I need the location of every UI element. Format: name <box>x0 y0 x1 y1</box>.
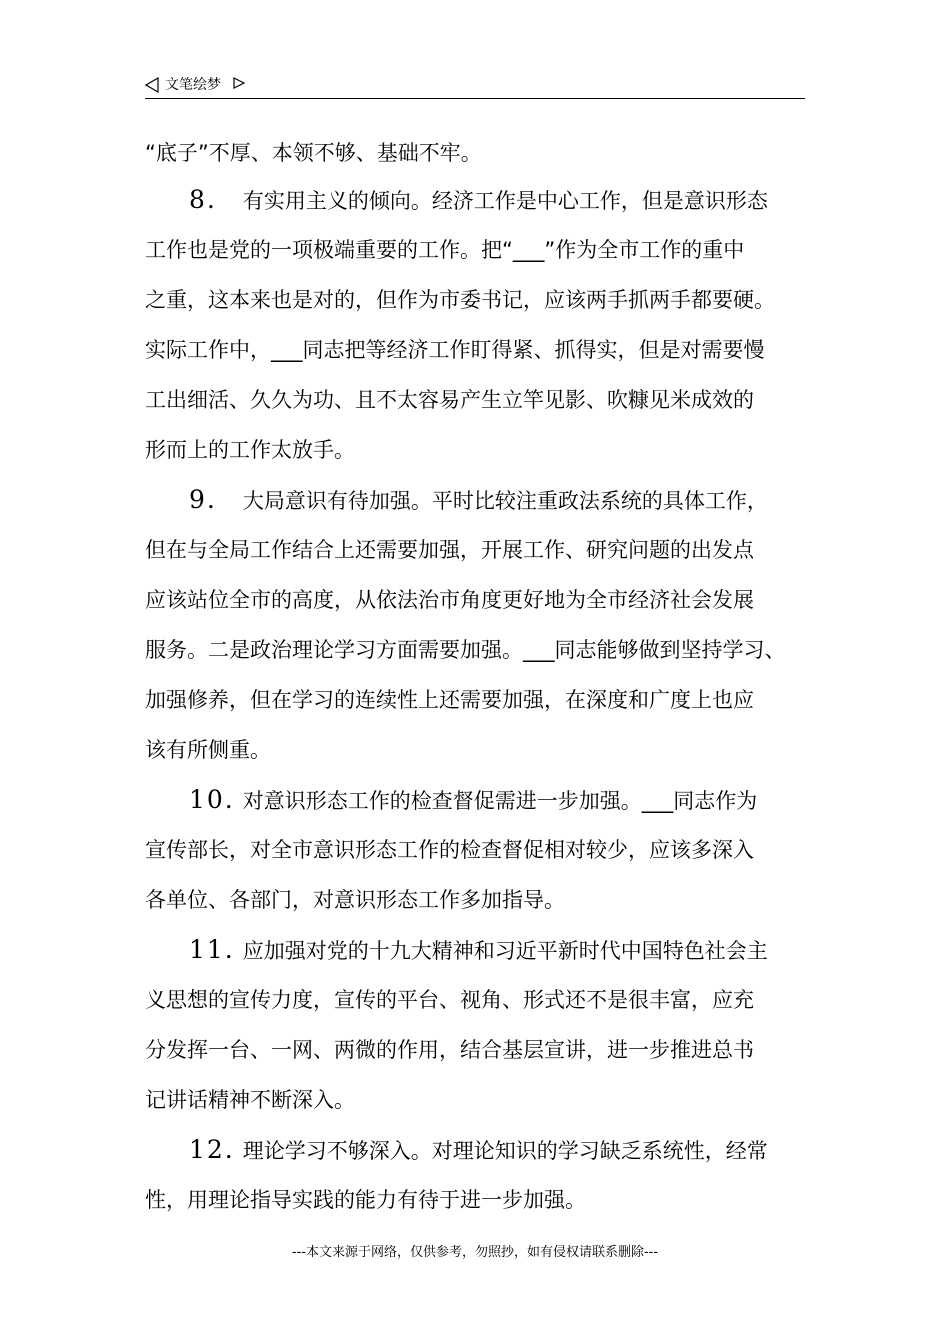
text-line <box>145 686 754 714</box>
text-line <box>145 236 744 264</box>
text-line <box>145 286 775 314</box>
line-text: 该有所侧重。 <box>145 738 271 762</box>
line-text: 应该站位全市的高度，从依法治市角度更好地为全市经济社会发展 <box>145 588 754 612</box>
line-text: 应加强对党的十九大精神和习近平新时代中国特色社会主 <box>242 939 768 963</box>
list-item-start <box>189 936 768 965</box>
text-line <box>145 336 765 364</box>
line-text: 形而上的工作太放手。 <box>145 438 355 462</box>
line-text: 服务。二是政治理论学习方面需要加强。___同志能够做到坚持学习、 <box>145 638 786 662</box>
text-line <box>145 836 754 864</box>
line-text: 之重，这本来也是对的，但作为市委书记，应该两手抓两手都要硬。 <box>145 288 775 312</box>
item-number: 8. <box>189 185 217 214</box>
line-text: 但在与全局工作结合上还需要加强，开展工作、研究问题的出发点 <box>145 538 754 562</box>
triangle-left-icon <box>145 77 159 93</box>
text-line <box>145 586 754 614</box>
line-text: 实际工作中，___同志把等经济工作盯得紧、抓得实，但是对需要慢 <box>145 338 765 362</box>
line-text: “底子”不厚、本领不够、基础不牢。 <box>145 141 482 165</box>
item-number: 9. <box>189 485 217 514</box>
list-item-start <box>189 486 768 515</box>
text-line <box>145 386 754 414</box>
list-item-start <box>189 186 768 215</box>
line-text: 记讲话精神不断深入。 <box>145 1088 355 1112</box>
list-item-start <box>189 1136 768 1165</box>
line-text: 对意识形态工作的检查督促需进一步加强。___同志作为 <box>242 789 758 813</box>
line-text: 性，用理论指导实践的能力有待于进一步加强。 <box>145 1188 586 1212</box>
line-text: 工出细活、久久为功、且不太容易产生立竿见影、吹糠见米成效的 <box>145 388 754 412</box>
item-number: 12. <box>189 1135 235 1164</box>
text-line <box>145 536 754 564</box>
list-item-start <box>189 786 757 815</box>
item-number: 11. <box>189 935 235 964</box>
line-text: 分发挥一台、一网、两微的作用，结合基层宣讲，进一步推进总书 <box>145 1038 754 1062</box>
item-number: 10. <box>189 785 235 814</box>
text-line <box>145 139 482 167</box>
text-line <box>145 636 786 664</box>
line-text: 有实用主义的倾向。经济工作是中心工作，但是意识形态 <box>242 189 768 213</box>
text-line <box>145 1186 586 1214</box>
line-text: 各单位、各部门，对意识形态工作多加指导。 <box>145 888 565 912</box>
line-text: 加强修养，但在学习的连续性上还需要加强，在深度和广度上也应 <box>145 688 754 712</box>
text-line <box>145 1036 754 1064</box>
text-line <box>145 436 355 464</box>
text-line <box>145 986 754 1014</box>
triangle-right-icon <box>233 77 245 89</box>
text-line <box>145 886 565 914</box>
page-header <box>145 72 805 99</box>
line-text: 理论学习不够深入。对理论知识的学习缺乏系统性，经常 <box>242 1139 768 1163</box>
text-line <box>145 1086 355 1114</box>
footer-disclaimer: ---本文来源于网络，仅供参考，勿照抄，如有侵权请联系删除--- <box>291 1245 659 1260</box>
line-text: 宣传部长，对全市意识形态工作的检查督促相对较少，应该多深入 <box>145 838 754 862</box>
line-text: 工作也是党的一项极端重要的工作。把“___”作为全市工作的重中 <box>145 238 745 262</box>
line-text: 大局意识有待加强。平时比较注重政法系统的具体工作， <box>242 489 768 513</box>
header-title: 文笔绘梦 <box>165 77 221 93</box>
text-line <box>145 736 271 764</box>
line-text: 义思想的宣传力度，宣传的平台、视角、形式还不是很丰富，应充 <box>145 988 754 1012</box>
